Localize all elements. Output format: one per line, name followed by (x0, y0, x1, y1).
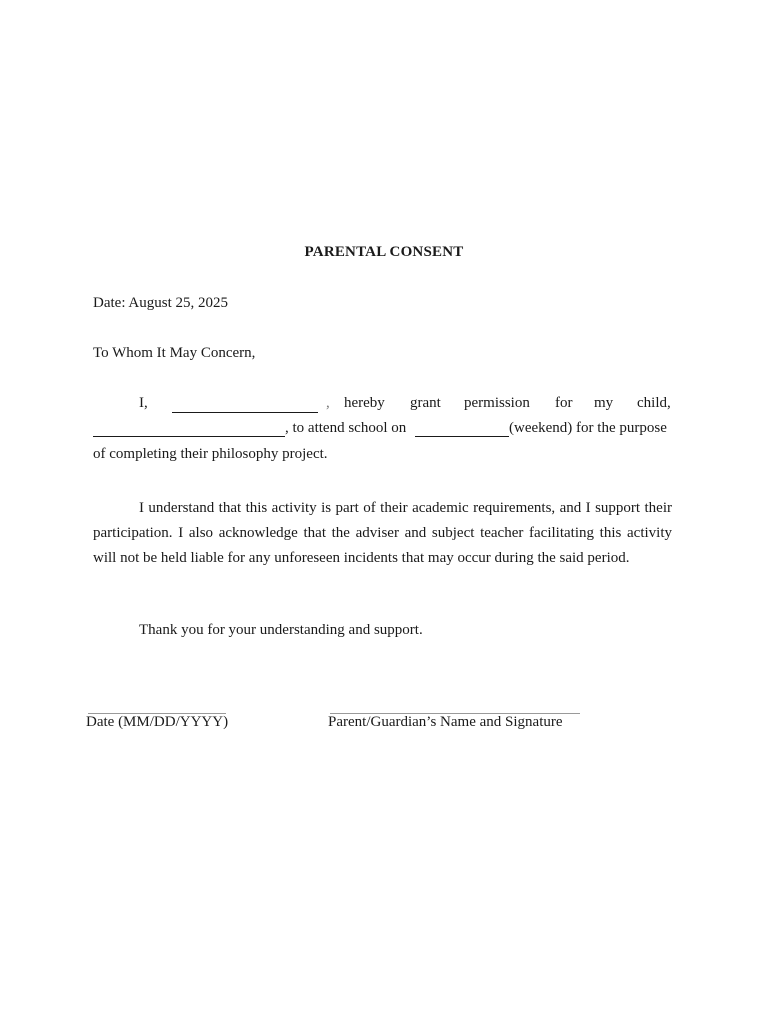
closing-line: Thank you for your understanding and support. (139, 622, 423, 638)
paragraph1-word: hereby (344, 395, 385, 411)
salutation: To Whom It May Concern, (93, 345, 256, 361)
paragraph1-line3: of completing their philosophy project. (93, 446, 328, 462)
paragraph1-line1 (93, 395, 670, 415)
weekend-date-blank[interactable] (415, 436, 509, 437)
paragraph1-comma: , (326, 395, 330, 411)
paragraph1-line2 (93, 420, 670, 440)
parent-name-blank[interactable] (172, 412, 318, 413)
paragraph2: I understand that this activity is part of their academic requirements, and I support their participation. I also acknowledge that the adviser and subject teacher facilitating this activity will not be held liable for any unforeseen incidents that may occur during the said period. (93, 500, 672, 566)
paragraph1-word: for (555, 395, 573, 411)
document-title: PARENTAL CONSENT (304, 244, 464, 260)
paragraph1-word: child, (637, 395, 671, 411)
paragraph1-attend-text: , to attend school on (285, 420, 407, 436)
date-line: Date: August 25, 2025 (93, 295, 228, 311)
paragraph1-word: my (594, 395, 614, 411)
child-name-blank[interactable] (93, 436, 285, 437)
guardian-field-label: Parent/Guardian’s Name and Signature (328, 714, 563, 730)
paragraph1-word: grant (410, 395, 441, 411)
paragraph1-weekend-text: (weekend) for the purpose (509, 420, 667, 436)
date-field-label: Date (MM/DD/YYYY) (86, 714, 229, 730)
paragraph1-start: I, (139, 395, 148, 411)
paragraph1-word: permission (464, 395, 530, 411)
